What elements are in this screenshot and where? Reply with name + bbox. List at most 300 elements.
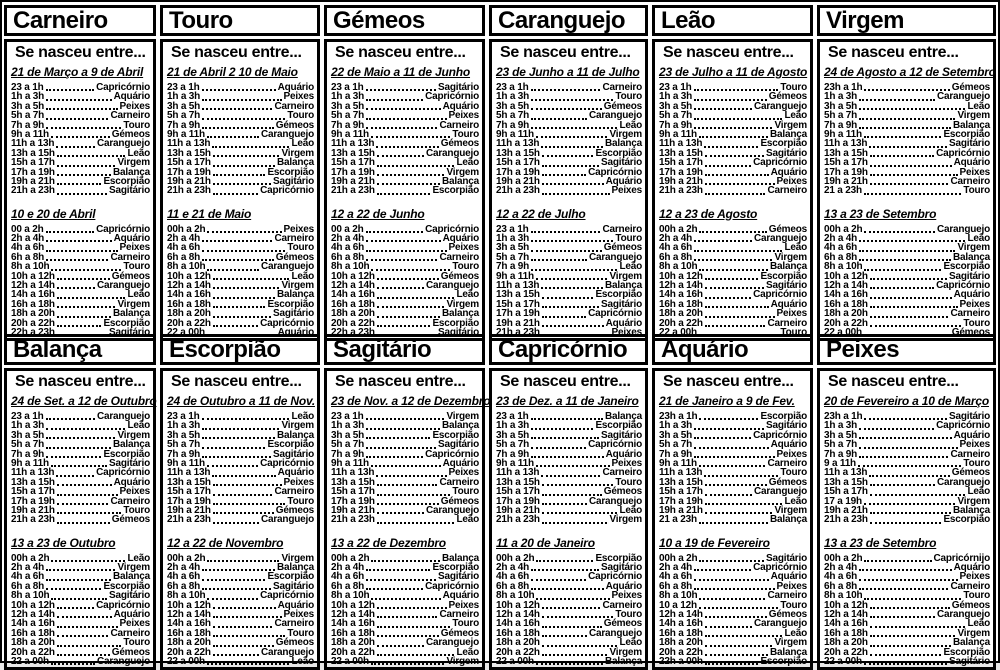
ascendant-sign-label: Gémeos <box>768 476 807 488</box>
time-range-label: 5h a 7h <box>11 110 45 122</box>
ascendant-sign-label: Capricórnio <box>96 81 150 93</box>
time-range-label: 12h a 14h <box>331 609 375 621</box>
time-range-label: 23 a 1h <box>496 410 529 422</box>
ascendant-sign-label: Touro <box>452 261 479 273</box>
time-range-label: 7h a 9h <box>331 119 365 131</box>
ascendant-sign-label: Peixes <box>611 185 642 197</box>
time-range-label: 14h a 16h <box>824 618 868 630</box>
ascendant-sign-label: Caranguejo <box>588 110 642 122</box>
dotted-leader <box>859 437 952 439</box>
dotted-leader <box>202 108 272 110</box>
time-range-label: 5h a 7h <box>167 439 201 451</box>
ascendant-sign-label: Sagitário <box>109 326 150 338</box>
time-range-label: 1h a 3h <box>11 420 45 432</box>
ascendant-sign-label: Capricórnio <box>588 439 642 451</box>
dotted-leader <box>859 250 955 252</box>
time-range-label: 20h a 22h <box>11 317 55 329</box>
time-range-label: 15h a 17h <box>824 157 868 169</box>
ascendant-entry-row <box>11 186 150 195</box>
ascendant-sign-label: Virgem <box>281 420 314 432</box>
time-range-label: 23 a 1h <box>167 81 200 93</box>
time-range-label: 3h a 5h <box>11 100 45 112</box>
ascendant-entries <box>824 83 990 196</box>
time-range-label: 3h a 5h <box>824 429 858 441</box>
ascendant-sign-label: Touro <box>287 110 314 122</box>
time-range-label: 00 a 2h <box>11 223 44 235</box>
dotted-leader <box>541 146 603 148</box>
born-between-label: Se nasceu entre... <box>335 373 466 390</box>
ascendant-sign-label: Virgem <box>609 128 642 140</box>
born-between-label: Se nasceu entre... <box>828 44 959 61</box>
time-range-label: 12h a 14h <box>824 280 868 292</box>
time-range-label: 4h a 6h <box>496 571 530 583</box>
time-range-label: 13h a 15h <box>11 476 55 488</box>
ascendant-sign-label: Peixes <box>611 457 642 469</box>
dotted-leader <box>377 626 451 628</box>
time-range-label: 3h a 5h <box>496 429 530 441</box>
time-range-label: 18h a 20h <box>659 637 703 649</box>
time-range-label: 23 a 1h <box>496 81 529 93</box>
dotted-leader <box>207 136 259 138</box>
ascendant-sign-label: Gémeos <box>768 609 807 621</box>
dotted-leader <box>705 316 775 318</box>
time-range-label: 17h a 19h <box>824 166 868 178</box>
zodiac-panel-body <box>652 39 813 341</box>
time-range-label: 00h a 2h <box>824 223 863 235</box>
time-range-label: 5h a 7h <box>496 439 530 451</box>
date-range-heading: 13 a 23 de Outubro <box>11 535 116 550</box>
dotted-leader <box>859 569 952 571</box>
ascendant-sign-label: Touro <box>615 609 642 621</box>
time-range-label: 2h a 4h <box>824 233 858 245</box>
dotted-leader <box>371 465 441 467</box>
ascendant-sign-label: Balança <box>605 280 642 292</box>
ascendant-sign-label: Leão <box>784 495 807 507</box>
time-range-label: 7h a 9h <box>496 119 530 131</box>
ascendant-sign-label: Balança <box>277 429 314 441</box>
ascendant-sign-label: Sagitário <box>601 298 642 310</box>
ascendant-sign-label: Balança <box>113 439 150 451</box>
ascendant-sign-label: Gémeos <box>275 504 314 516</box>
dotted-leader <box>366 437 430 439</box>
time-range-label: 1h a 3h <box>496 420 530 432</box>
ascendant-sign-label: Capricórnio <box>260 185 314 197</box>
time-range-label: 00h a 2h <box>824 552 863 564</box>
dotted-leader <box>536 278 608 280</box>
dotted-leader <box>531 231 601 233</box>
time-range-label: 10h a 12h <box>824 599 868 611</box>
date-range-block <box>824 534 990 667</box>
zodiac-panel <box>815 331 998 667</box>
ascendant-entries <box>496 225 642 338</box>
dotted-leader <box>542 635 587 637</box>
dotted-leader <box>213 484 282 486</box>
zodiac-panel <box>158 331 322 667</box>
ascendant-sign-label: Leão <box>967 618 990 630</box>
date-range-heading: 13 a 22 de Dezembro <box>331 535 446 550</box>
ascendant-sign-label: Caranguejo <box>260 261 314 273</box>
ascendant-sign-label: Gémeos <box>603 242 642 254</box>
time-range-label: 9h a 11h <box>659 128 697 140</box>
time-range-label: 5h a 7h <box>496 251 530 263</box>
date-range-heading: 23 de Dez. a 11 de Janeiro <box>496 394 639 408</box>
time-range-label: 19h a 21h <box>496 175 540 187</box>
ascendant-sign-label: Capricórnio <box>96 223 150 235</box>
ascendant-sign-label: Virgem <box>957 242 990 254</box>
time-range-label: 9h a 11h <box>11 457 49 469</box>
dotted-leader <box>542 484 614 486</box>
time-range-label: 1h a 3h <box>824 91 858 103</box>
time-range-label: 13h a 15h <box>496 289 540 301</box>
dotted-leader <box>531 428 593 430</box>
dotted-leader <box>57 635 109 637</box>
time-range-label: 10h a 12h <box>11 270 55 282</box>
time-range-label: 9h a 11h <box>167 128 205 140</box>
time-range-label: 5h a 7h <box>824 110 858 122</box>
dotted-leader <box>864 560 931 562</box>
dotted-leader <box>705 306 769 308</box>
time-range-label: 19h a 21h <box>824 504 868 516</box>
ascendant-entries <box>167 225 314 338</box>
ascendant-sign-label: Caranguejo <box>588 495 642 507</box>
time-range-label: 13h a 15h <box>659 476 703 488</box>
ascendant-sign-label: Gémeos <box>768 223 807 235</box>
time-range-label: 12h a 14h <box>659 609 703 621</box>
dotted-leader <box>202 250 285 252</box>
dotted-leader <box>377 512 424 514</box>
zodiac-sign-title: Aquário <box>652 334 813 365</box>
time-range-label: 3h a 5h <box>167 429 201 441</box>
ascendant-sign-label: Escorpião <box>432 562 479 574</box>
ascendant-entry-row <box>824 515 990 524</box>
time-range-label: 21 a 23h <box>824 185 862 197</box>
ascendant-sign-label: Capricórnio <box>425 580 479 592</box>
dotted-leader <box>46 418 95 420</box>
time-range-label: 13h a 15h <box>496 147 540 159</box>
ascendant-sign-label: Escorpião <box>432 429 479 441</box>
time-range-label: 22 a 00h <box>824 326 862 338</box>
dotted-leader <box>377 297 455 299</box>
ascendant-sign-label: Balança <box>113 308 150 320</box>
time-range-label: 6h a 8h <box>331 251 365 263</box>
dotted-leader <box>207 465 258 467</box>
dotted-leader <box>51 560 125 562</box>
ascendant-sign-label: Carneiro <box>274 100 314 112</box>
zodiac-panel <box>322 2 487 338</box>
dotted-leader <box>202 99 281 101</box>
ascendant-sign-label: Carneiro <box>767 457 807 469</box>
time-range-label: 8h a 10h <box>11 261 50 273</box>
time-range-label: 22 a 00h <box>11 655 49 667</box>
ascendant-sign-label: Leão <box>456 514 479 526</box>
date-range-heading: 21 de Março a 9 de Abril <box>11 65 144 79</box>
ascendant-sign-label: Touro <box>123 637 150 649</box>
dotted-leader <box>531 269 617 271</box>
dotted-leader <box>371 136 451 138</box>
time-range-label: 9 a 11h <box>824 457 856 469</box>
ascendant-sign-label: Leão <box>784 242 807 254</box>
dotted-leader <box>51 269 121 271</box>
dotted-leader <box>213 635 286 637</box>
ascendant-sign-label: Carneiro <box>274 618 314 630</box>
time-range-label: 2h a 4h <box>824 562 858 574</box>
time-range-label: 20h a 22h <box>167 646 211 658</box>
time-range-label: 15h a 17h <box>167 486 211 498</box>
time-range-label: 17h a 19h <box>11 166 55 178</box>
ascendant-sign-label: Gémeos <box>440 627 479 639</box>
time-range-label: 20h a 22h <box>659 317 703 329</box>
time-range-label: 9h a 11h <box>331 457 369 469</box>
dotted-leader <box>207 598 258 600</box>
ascendant-entries <box>11 225 150 338</box>
ascendant-sign-label: Sagitário <box>766 147 807 159</box>
ascendant-sign-label: Gémeos <box>603 618 642 630</box>
time-range-label: 17h a 19h <box>496 495 540 507</box>
zodiac-panel-body <box>489 368 648 670</box>
time-range-label: 11h a 13h <box>659 467 703 479</box>
zodiac-panel <box>2 331 158 667</box>
dotted-leader <box>207 663 290 665</box>
time-range-label: 3h a 5h <box>496 100 530 112</box>
time-range-label: 3h a 5h <box>167 100 201 112</box>
zodiac-sign-title: Escorpião <box>160 334 320 365</box>
date-range-heading: 24 de Outubro a 11 de Nov. <box>167 394 315 408</box>
ascendant-sign-label: Virgem <box>957 627 990 639</box>
ascendant-sign-label: Balança <box>953 251 990 263</box>
date-range-block <box>659 63 807 196</box>
ascendant-sign-label: Peixes <box>119 618 150 630</box>
ascendant-sign-label: Caranguejo <box>260 128 314 140</box>
dotted-leader <box>542 325 604 327</box>
time-range-label: 10h a 12h <box>824 270 868 282</box>
ascendant-sign-label: Virgem <box>117 562 150 574</box>
date-range-heading: 13 a 23 de Setembro <box>824 535 937 550</box>
born-between-label: Se nasceu entre... <box>15 373 146 390</box>
zodiac-sign-title: Touro <box>160 5 320 36</box>
dotted-leader <box>213 155 280 157</box>
ascendant-sign-label: Virgem <box>774 504 807 516</box>
time-range-label: 14h a 16h <box>11 618 55 630</box>
dotted-leader <box>859 456 948 458</box>
ascendant-sign-label: Gémeos <box>951 467 990 479</box>
ascendant-entry-row <box>824 657 990 666</box>
ascendant-sign-label: Aquário <box>953 289 990 301</box>
time-range-label: 9h a 11h <box>11 128 49 140</box>
time-range-label: 19h a 21h <box>331 175 375 187</box>
ascendant-sign-label: Sagitário <box>949 410 990 422</box>
dotted-leader <box>859 428 934 430</box>
time-range-label: 13h a 15h <box>824 476 868 488</box>
ascendant-sign-label: Gémeos <box>951 599 990 611</box>
ascendant-sign-label: Capricórnio <box>936 147 990 159</box>
dotted-leader <box>864 136 942 138</box>
ascendant-sign-label: Leão <box>456 289 479 301</box>
ascendant-sign-label: Aquário <box>770 166 807 178</box>
ascendant-sign-label: Aquário <box>442 590 479 602</box>
time-range-label: 1h a 3h <box>496 91 530 103</box>
time-range-label: 16h a 18h <box>167 298 211 310</box>
ascendant-sign-label: Escorpião <box>943 514 990 526</box>
ascendant-sign-label: Virgem <box>281 147 314 159</box>
dotted-leader <box>859 127 951 129</box>
ascendant-sign-label: Touro <box>780 599 807 611</box>
dotted-leader <box>46 127 121 129</box>
time-range-label: 13h a 15h <box>167 476 211 488</box>
ascendant-sign-label: Touro <box>963 457 990 469</box>
ascendant-sign-label: Peixes <box>776 580 807 592</box>
born-between-label: Se nasceu entre... <box>335 44 466 61</box>
dotted-leader <box>694 588 774 590</box>
zodiac-sign-title: Peixes <box>817 334 996 365</box>
dotted-leader <box>202 437 275 439</box>
ascendant-sign-label: Escorpião <box>943 128 990 140</box>
dotted-leader <box>366 108 441 110</box>
time-range-label: 15h a 17h <box>167 157 211 169</box>
born-between-label: Se nasceu entre... <box>15 44 146 61</box>
dotted-leader <box>694 250 782 252</box>
date-range-block <box>496 205 642 338</box>
ascendant-sign-label: Peixes <box>283 223 314 235</box>
dotted-leader <box>705 503 783 505</box>
dotted-leader <box>202 447 265 449</box>
ascendant-entries <box>331 83 479 196</box>
ascendant-sign-label: Carneiro <box>274 486 314 498</box>
ascendant-sign-label: Aquário <box>605 317 642 329</box>
dotted-leader <box>377 306 445 308</box>
ascendant-sign-label: Caranguejo <box>588 627 642 639</box>
ascendant-entry-row <box>11 515 150 524</box>
time-range-label: 15h a 17h <box>496 157 540 169</box>
time-range-label: 22 a 00h <box>167 326 205 338</box>
dotted-leader <box>542 654 608 656</box>
dotted-leader <box>694 259 772 261</box>
ascendant-sign-label: Peixes <box>448 599 479 611</box>
ascendant-sign-label: Peixes <box>119 242 150 254</box>
ascendant-sign-label: Caranguejo <box>425 147 479 159</box>
dotted-leader <box>870 494 966 496</box>
dotted-leader <box>864 269 941 271</box>
dotted-leader <box>699 607 779 609</box>
time-range-label: 23 a 1h <box>659 81 692 93</box>
time-range-label: 5h a 7h <box>167 110 201 122</box>
time-range-label: 16h a 18h <box>11 298 55 310</box>
time-range-label: 14h a 16h <box>167 289 211 301</box>
time-range-label: 3h a 5h <box>331 429 365 441</box>
dotted-leader <box>207 560 279 562</box>
time-range-label: 4h a 6h <box>659 242 693 254</box>
ascendant-sign-label: Carneiro <box>602 81 642 93</box>
ascendant-sign-label: Virgem <box>957 495 990 507</box>
time-range-label: 2h a 4h <box>659 562 693 574</box>
ascendant-sign-label: Carneiro <box>602 599 642 611</box>
dotted-leader <box>705 174 769 176</box>
dotted-leader <box>705 278 759 280</box>
dotted-leader <box>864 598 961 600</box>
ascendant-sign-label: Balança <box>770 128 807 140</box>
time-range-label: 1h a 3h <box>331 91 365 103</box>
ascendant-sign-label: Sagitário <box>601 429 642 441</box>
time-range-label: 12h a 14h <box>824 609 868 621</box>
zodiac-panel-body <box>160 39 320 341</box>
ascendant-entry-row <box>659 515 807 524</box>
time-range-label: 19h a 21h <box>11 504 55 516</box>
dotted-leader <box>377 494 451 496</box>
date-range-block <box>659 392 807 525</box>
date-range-block <box>824 205 990 338</box>
ascendant-sign-label: Capricórnio <box>96 467 150 479</box>
ascendant-sign-label: Capricórnio <box>936 280 990 292</box>
zodiac-panel-body <box>817 39 996 341</box>
ascendant-sign-label: Sagitário <box>949 138 990 150</box>
time-range-label: 10h a 12h <box>167 599 211 611</box>
date-range-block <box>331 205 479 338</box>
time-range-label: 3h a 5h <box>824 100 858 112</box>
ascendant-sign-label: Touro <box>780 326 807 338</box>
time-range-label: 18h a 20h <box>824 308 868 320</box>
time-range-label: 16h a 18h <box>659 627 703 639</box>
dotted-leader <box>859 259 951 261</box>
ascendant-sign-label: Touro <box>615 476 642 488</box>
ascendant-sign-label: Carneiro <box>767 185 807 197</box>
ascendant-sign-label: Escorpião <box>595 147 642 159</box>
dotted-leader <box>694 579 769 581</box>
dotted-leader <box>705 663 759 665</box>
time-range-label: 13h a 15h <box>331 147 375 159</box>
dotted-leader <box>213 616 282 618</box>
time-range-label: 11h a 13h <box>11 467 55 479</box>
time-range-label: 8h a 10h <box>331 590 370 602</box>
time-range-label: 18h a 20h <box>496 637 540 649</box>
time-range-label: 4h a 6h <box>11 571 45 583</box>
ascendant-sign-label: Capricórnio <box>96 599 150 611</box>
dotted-leader <box>699 418 758 420</box>
ascendant-sign-label: Capricórnijo <box>933 552 990 564</box>
ascendant-sign-label: Gémeos <box>111 128 150 140</box>
ascendant-sign-label: Virgem <box>446 410 479 422</box>
zodiac-panel <box>322 331 491 667</box>
dotted-leader <box>212 475 275 477</box>
ascendant-sign-label: Escorpião <box>943 261 990 273</box>
time-range-label: 4h a 6h <box>331 571 365 583</box>
time-range-label: 13h a 15h <box>496 476 540 488</box>
ascendant-sign-label: Escorpião <box>103 317 150 329</box>
dotted-leader <box>57 165 116 167</box>
ascendant-sign-label: Aquário <box>277 81 314 93</box>
ascendant-sign-label: Leão <box>784 627 807 639</box>
dotted-leader <box>371 269 450 271</box>
time-range-label: 1h a 3h <box>331 420 365 432</box>
dotted-leader <box>542 645 618 647</box>
date-range-block <box>167 205 314 338</box>
ascendant-sign-label: Peixes <box>119 100 150 112</box>
dotted-leader <box>542 522 608 524</box>
dotted-leader <box>213 174 266 176</box>
dotted-leader <box>213 325 258 327</box>
ascendant-sign-label: Leão <box>784 110 807 122</box>
ascendant-sign-label: Aquário <box>770 439 807 451</box>
dotted-leader <box>699 465 766 467</box>
time-range-label: 00h a 2h <box>11 552 50 564</box>
dotted-leader <box>202 569 275 571</box>
dotted-leader <box>531 579 586 581</box>
ascendant-sign-label: Escorpião <box>760 655 807 667</box>
dotted-leader <box>213 626 273 628</box>
ascendant-sign-label: Aquário <box>605 175 642 187</box>
time-range-label: 19h a 21h <box>496 504 540 516</box>
time-range-label: 19h a 21h <box>167 175 211 187</box>
time-range-label: 11h a 13h <box>496 138 540 150</box>
ascendant-entry-row <box>659 657 807 666</box>
